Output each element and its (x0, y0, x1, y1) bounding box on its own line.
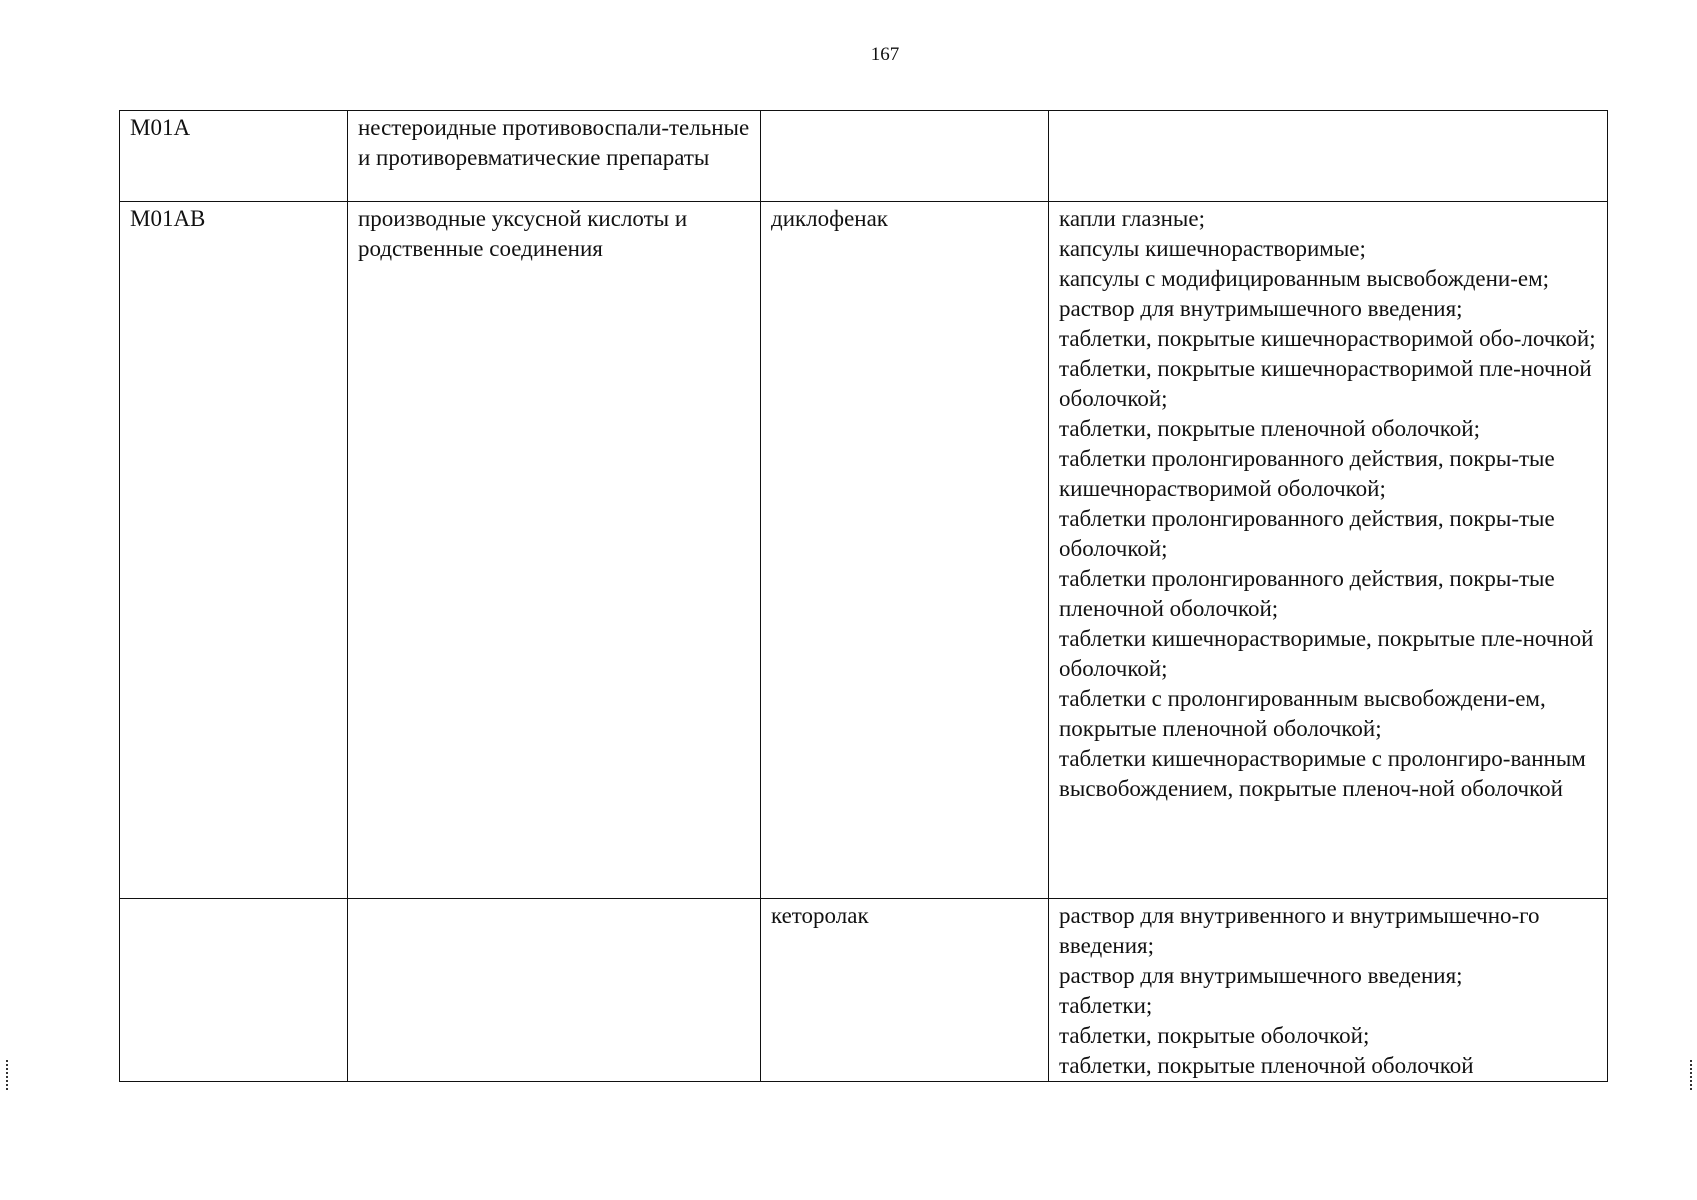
dosage-form-item: раствор для внутримышечного введения; (1059, 296, 1463, 321)
right-margin-mark (1690, 1060, 1693, 1090)
dosage-form-item: капсулы кишечнорастворимые; (1059, 236, 1366, 261)
dosage-form-item: таблетки пролонгированного действия, покры-тые пленочной оболочкой; (1059, 566, 1555, 621)
atc-code-cell: M01AB (120, 202, 348, 899)
dosage-form-item: капли глазные; (1059, 206, 1205, 231)
dosage-form-item: таблетки пролонгированного действия, покры-тые оболочкой; (1059, 506, 1555, 561)
dosage-form-item: таблетки, покрытые оболочкой; (1059, 1023, 1370, 1048)
dosage-form-item: таблетки; (1059, 993, 1153, 1018)
dosage-form-item: раствор для внутривенного и внутримышечно-го введения; (1059, 903, 1540, 958)
atc-code-cell (120, 899, 348, 1082)
dosage-forms-cell (1049, 202, 1608, 899)
dosage-form-item: раствор для внутримышечного введения; (1059, 963, 1463, 988)
inn-cell: диклофенак (761, 202, 1049, 899)
left-margin-mark (6, 1060, 9, 1090)
table-row (120, 111, 1608, 202)
dosage-forms-cell (1049, 899, 1608, 1082)
inn-cell (761, 111, 1049, 202)
table-row (120, 202, 1608, 899)
dosage-form-item: таблетки кишечнорастворимые с пролонгиро-ванным высвобождением, покрытые пленоч-ной оболочкой (1059, 746, 1586, 801)
drug-table (119, 110, 1608, 1082)
inn-cell: кеторолак (761, 899, 1049, 1082)
atc-code-cell: M01A (120, 111, 348, 202)
dosage-form-item: таблетки пролонгированного действия, покры-тые кишечнорастворимой оболочкой; (1059, 446, 1555, 501)
group-name-cell (348, 899, 761, 1082)
dosage-form-item: таблетки, покрытые пленочной оболочкой; (1059, 416, 1480, 441)
group-name-cell: нестероидные противовоспали-тельные и противоревматические препараты (348, 111, 761, 202)
dosage-form-item: таблетки, покрытые пленочной оболочкой (1059, 1053, 1474, 1078)
dosage-form-item: таблетки кишечнорастворимые, покрытые пле-ночной оболочкой; (1059, 626, 1594, 681)
dosage-form-item: таблетки, покрытые кишечнорастворимой обо-лочкой; (1059, 326, 1596, 351)
dosage-forms-cell (1049, 111, 1608, 202)
dosage-form-item: таблетки, покрытые кишечнорастворимой пле-ночной оболочкой; (1059, 356, 1592, 411)
table-row (120, 899, 1608, 1082)
dosage-form-item: таблетки с пролонгированным высвобождени-ем, покрытые пленочной оболочкой; (1059, 686, 1546, 741)
dosage-form-item: капсулы с модифицированным высвобождени-ем; (1059, 266, 1550, 291)
page-number: 167 (870, 44, 900, 65)
group-name-cell: производные уксусной кислоты и родственные соединения (348, 202, 761, 899)
